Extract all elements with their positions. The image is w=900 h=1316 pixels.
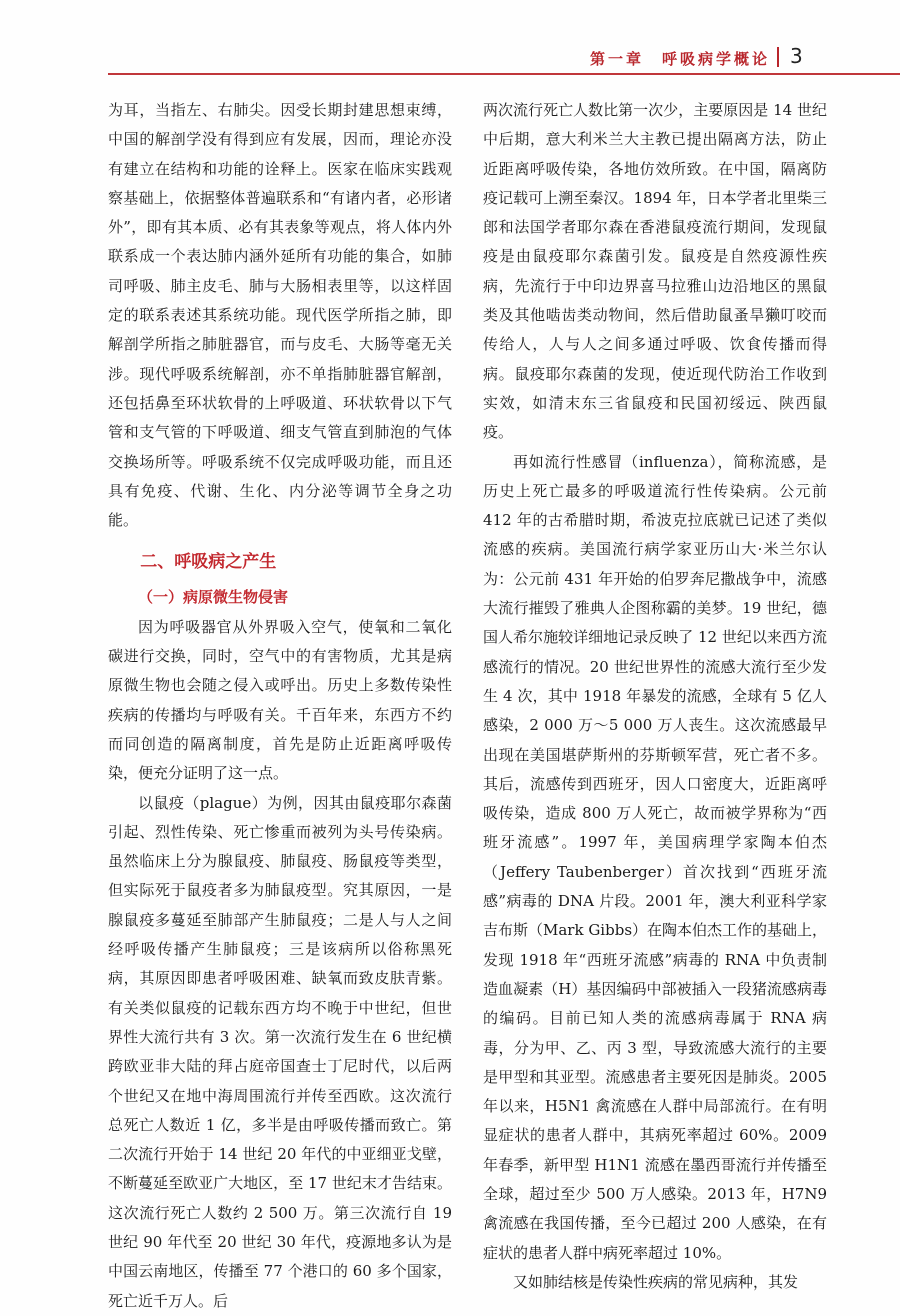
paragraph: 又如肺结核是传染性疾病的常见病种，其发 bbox=[513, 1272, 799, 1291]
section-heading: 二、呼吸病之产生 bbox=[140, 552, 277, 573]
paragraph: 因为呼吸器官从外界吸入空气，使氧和二氧化碳进行交换，同时，空气中的有害物质，尤其是病原微生物也会随之侵入或呼出。历史上多数传染性疾病的传播均与呼吸有关。千百年来，东西方不约而同创造的隔离制度，首先是防止近距离呼吸传染，便充分证明了这一点。 bbox=[108, 617, 452, 783]
paragraph: 再如流行性感冒（influenza），简称流感，是历史上死亡最多的呼吸道流行性传染病。公元前 412 年的古希腊时期，希波克拉底就已记述了类似流感的疾病。美国流行病学家亚历山大·米兰尔认为：公元前 431 年开始的伯罗奔尼撒战争中，流感大流行摧毁了雅典人企图称霸的美梦。19 世纪，德国人希尔施较详细地记录反映了 12 世纪以来西方流感流行的情况。20 世纪世界性的流感大流行至少发生 4 次，其中 1918 年暴发的流感，全球有 5 亿人感染，2 000 万～5 000 万人丧生。这次流感最早出现在美国堪萨斯州的芬斯顿军营，死亡者不多。其后，流感传到西班牙，因人口密度大，近距离呼吸传染，造成 800 万人死亡，故而被学界称为“西班牙流感”。1997 年，美国病理学家陶本伯杰（Jeffery Taubenberger）首次找到“西班牙流感”病毒的 DNA 片段。2001 年，澳大利亚科学家吉布斯（Mark Gibbs）在陶本伯杰工作的基础上，发现 1918 年“西班牙流感”病毒的 RNA 中负责制造血凝素（H）基因编码中部被插入一段猪流感病毒的编码。目前已知人类的流感病毒属于 RNA 病毒，分为甲、乙、丙 3 型，导致流感大流行的主要是甲型和其亚型。流感患者主要死因是肺炎。2005 年以来，H5N1 禽流感在人群中局部流行。在有明显症状的患者人群中，其病死率超过 60%。2009 年春季，新甲型 H1N1 流感在墨西哥流行并传播至全球，超过至少 500 万人感染。2013 年，H7N9 禽流感在我国传播，至今已超过 200 人感染，在有症状的患者人群中病死率超过 10%。 bbox=[483, 452, 828, 1262]
paragraph: 为耳，当指左、右肺尖。因受长期封建思想束缚，中国的解剖学没有得到应有发展，因而，理论亦没有建立在结构和功能的诠释上。医家在临床实践观察基础上，依据整体普遍联系和“有诸内者，必形诸外”，即有其本质、必有其表象等观点，将人体内外联系成一个表达肺内涵外延所有功能的集合，如肺司呼吸、肺主皮毛、肺与大肠相表里等，以这样固定的联系表述其系统功能。现代医学所指之肺，即解剖学所指之肺脏器官，而与皮毛、大肠等毫无关涉。现代呼吸系统解剖，亦不单指肺脏器官解剖，还包括鼻至环状软骨的上呼吸道、环状软骨以下气管和支气管的下呼吸道、细支气管直到肺泡的气体交换场所等。呼吸系统不仅完成呼吸功能，而且还具有免疫、代谢、生化、内分泌等调节全身之功能。 bbox=[108, 101, 452, 530]
left-column bbox=[108, 96, 452, 1316]
paragraph: 以鼠疫（plague）为例，因其由鼠疫耶尔森菌引起、烈性传染、死亡惨重而被列为头号传染病。虽然临床上分为腺鼠疫、肺鼠疫、肠鼠疫等类型，但实际死于鼠疫者多为肺鼠疫型。究其原因，一是腺鼠疫多蔓延至肺部产生肺鼠疫；二是人与人之间经呼吸传播产生肺鼠疫；三是该病所以俗称黑死病，其原因即患者呼吸困难、缺氧而致皮肤青紫。有关类似鼠疫的记载东西方均不晚于中世纪，但世界性大流行共有 3 次。第一次流行发生在 6 世纪横跨欧亚非大陆的拜占庭帝国查士丁尼时代，以后两个世纪又在地中海周围流行并传至西欧。这次流行总死亡人数近 1 亿，多半是由呼吸传播而致亡。第二次流行开始于 14 世纪 20 年代的中亚细亚戈壁，不断蔓延至欧亚广大地区，至 17 世纪末才告结束。这次流行死亡人数约 2 500 万。第三次流行自 19 世纪 90 年代至 20 世纪 30 年代，疫源地多认为是中国云南地区，传播至 77 个港口的 60 多个国家，死亡近千万人。后 bbox=[108, 793, 452, 1310]
header-rule bbox=[108, 73, 900, 75]
right-column bbox=[483, 96, 827, 1297]
page-number: 3 bbox=[790, 44, 803, 68]
page-header bbox=[0, 0, 900, 80]
subsection-heading: （一）病原微生物侵害 bbox=[138, 588, 289, 607]
header-divider bbox=[777, 47, 779, 67]
chapter-title: 第一章 呼吸病学概论 bbox=[589, 50, 770, 68]
paragraph: 两次流行死亡人数比第一次少，主要原因是 14 世纪中后期，意大利米兰大主教已提出隔离方法，防止近距离呼吸传染，各地仿效所致。在中国，隔离防疫记载可上溯至秦汉。1894 年，日本学者北里柴三郎和法国学者耶尔森在香港鼠疫流行期间，发现鼠疫是由鼠疫耶尔森菌引发。鼠疫是自然疫源性疾病，先流行于中印边界喜马拉雅山边沿地区的黑鼠类及其他啮齿类动物间，然后借助鼠蚤旱獭叮咬而传给人，人与人之间多通过呼吸、饮食传播而得病。鼠疫耶尔森菌的发现，使近现代防治工作收到实效，如清末东三省鼠疫和民国初绥远、陕西鼠疫。 bbox=[483, 101, 827, 442]
